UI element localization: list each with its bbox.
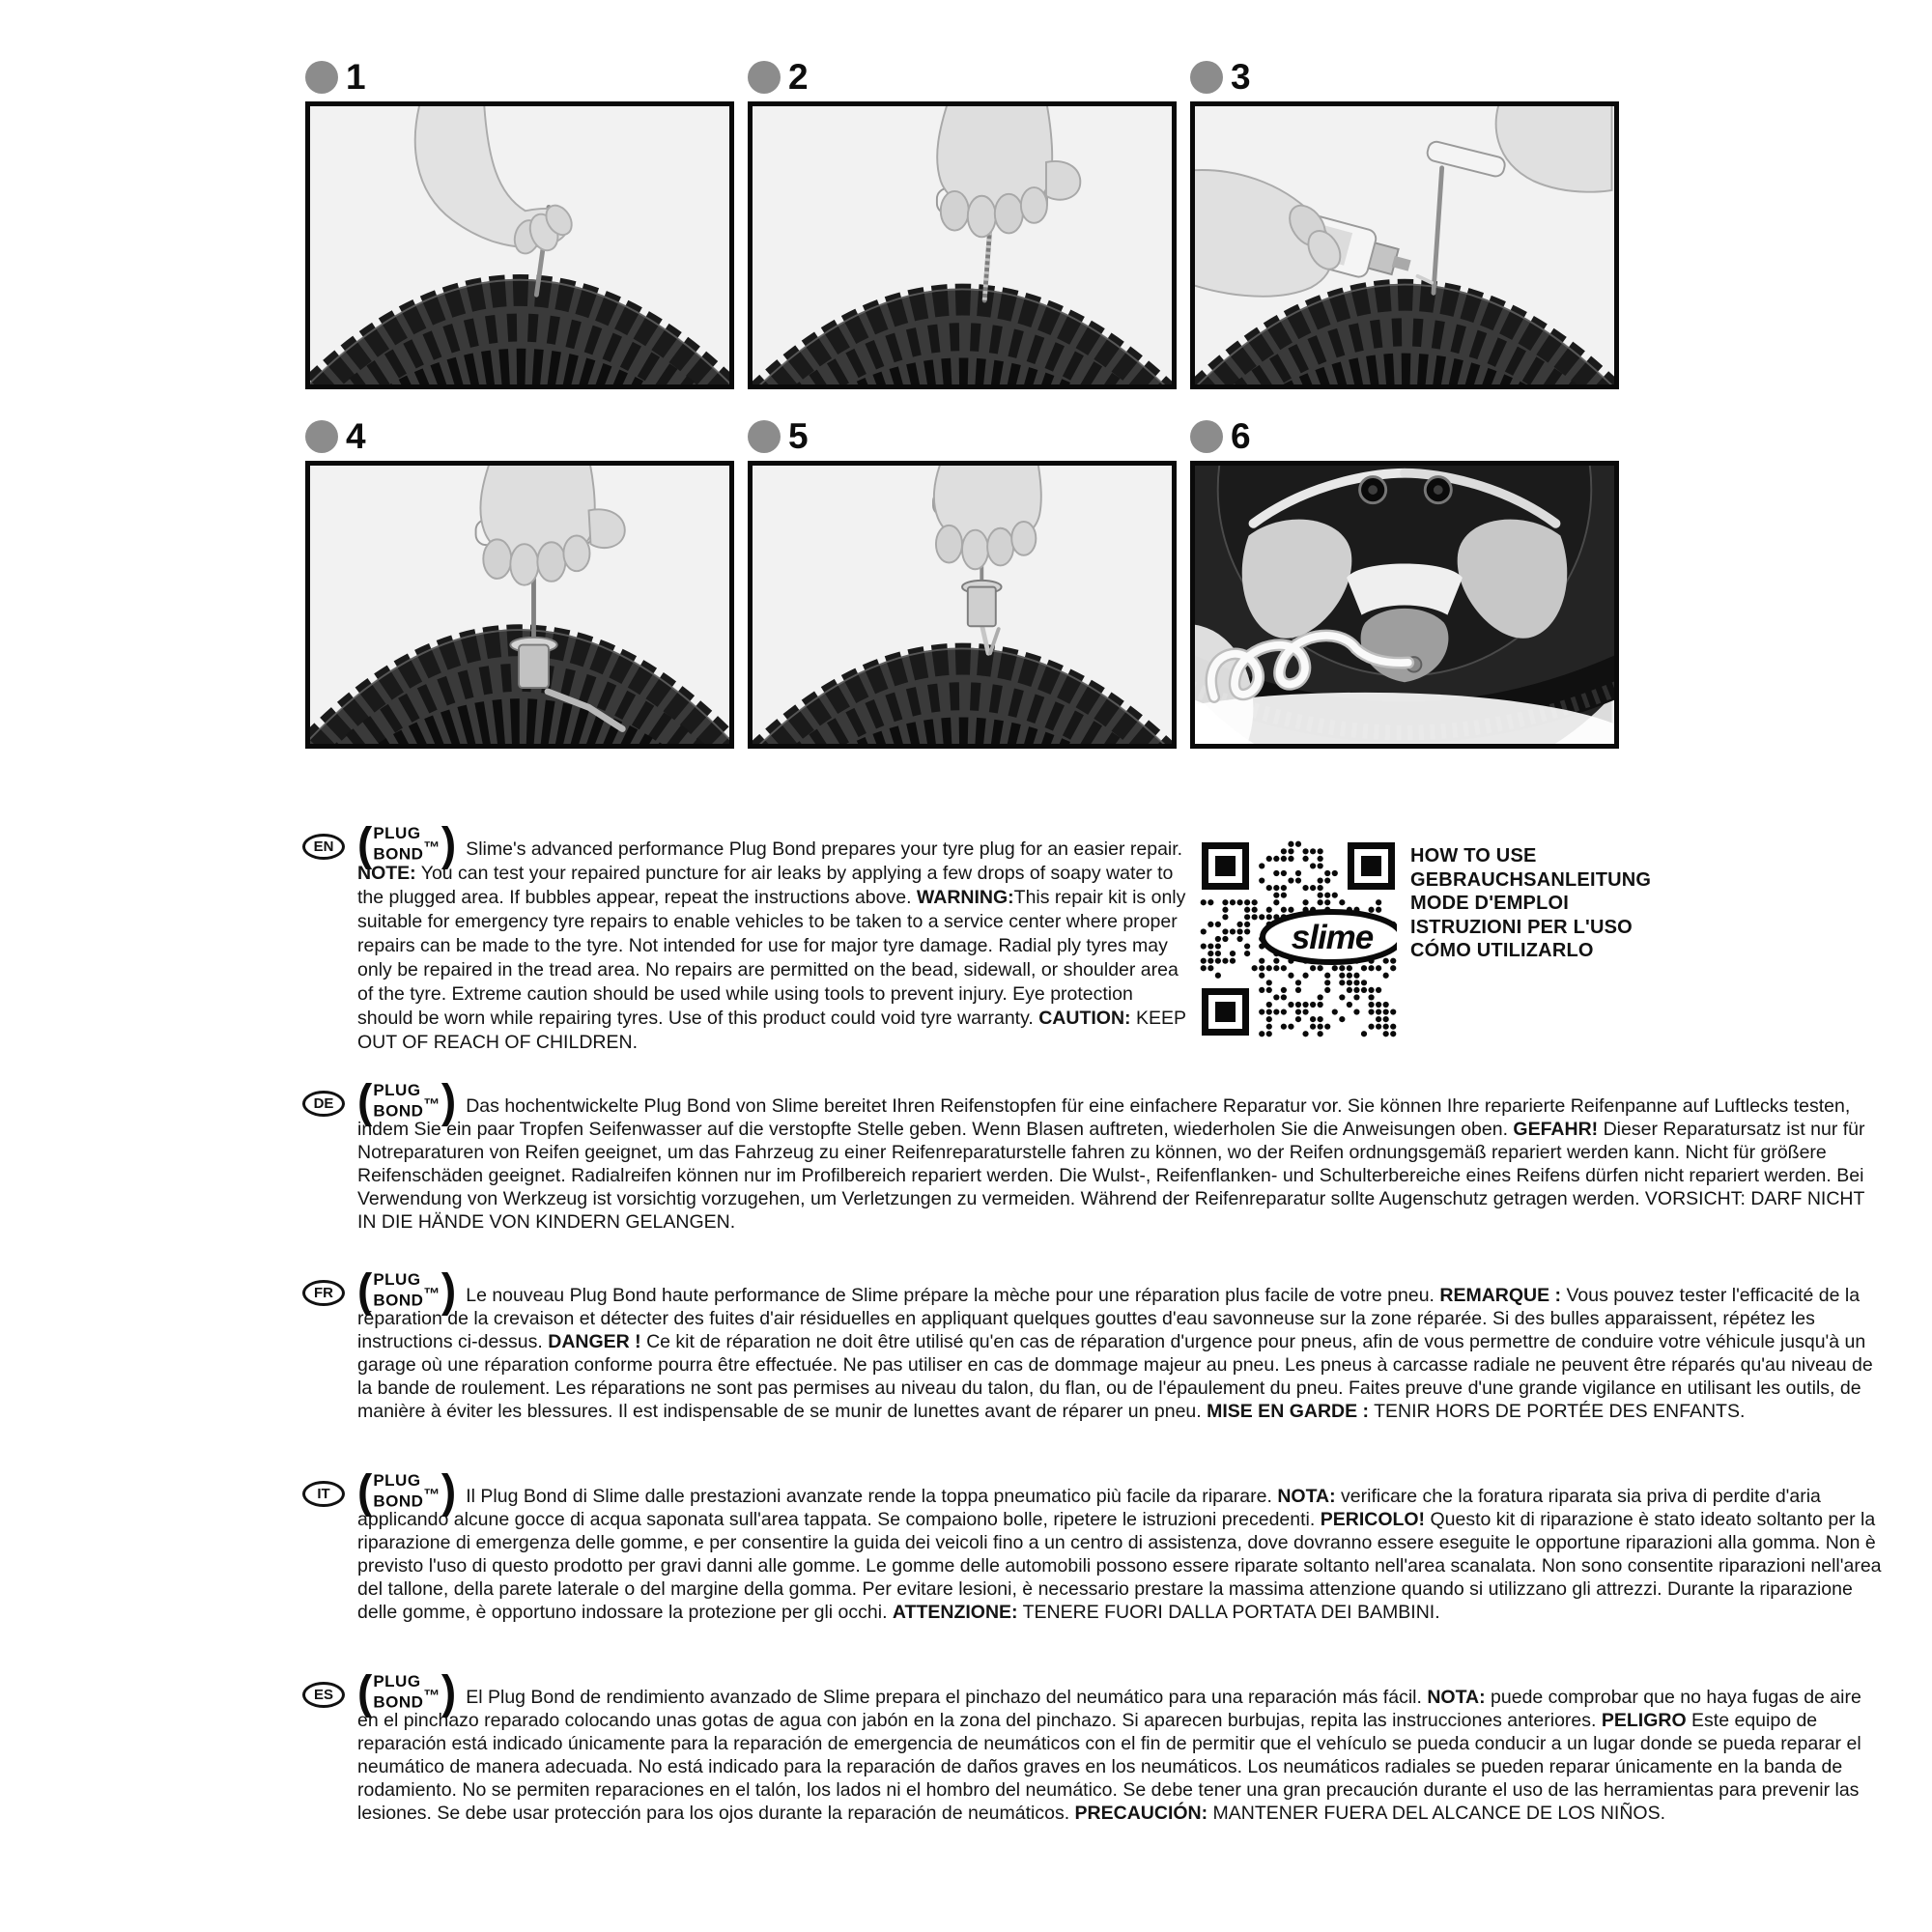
step-5-image (748, 461, 1177, 749)
step-number: 1 (346, 57, 366, 97)
logo-bond: BOND™ (373, 1686, 440, 1712)
step-6 (1190, 418, 1619, 749)
step-1 (305, 59, 734, 389)
logo-plug: PLUG (373, 823, 421, 842)
step-4 (305, 418, 734, 749)
how-to-use-line: MODE D'EMPLOI (1410, 893, 1570, 914)
lang-text-en: Slime's advanced performance Plug Bond prepares your tyre plug for an easier repair. NOTE: You can test your repaired puncture for air leaks by applying a few drops of soapy water to the plugged area. If bubbles appear, repeat the instructions above. WARNING:This repair kit is only suitable for emergency tyre repairs to enable vehicles to be taken to a service center where proper repairs can be made to the tyre. Not intended for use for major tyre damage. Radial ply tyres may only be repaired in the tread area. No repairs are permitted on the bead, sidewall, or shoulder area of the tyre. Extreme caution should be used while using tools to prevent injury. Eye protection should be worn while repairing tyres. Use of this product could void tyre warranty. CAUTION: KEEP OUT OF REACH OF CHILDREN. (357, 838, 1186, 1053)
slime-logo-text: slime (1291, 919, 1374, 956)
step-number-dot (748, 61, 781, 94)
step-number-dot (1190, 420, 1223, 453)
plug-bond-logo (357, 1263, 457, 1317)
plug-bond-logo (357, 1073, 457, 1127)
lang-block-es (313, 1664, 1886, 1825)
step-1-image (305, 101, 734, 389)
lang-badge-es: ES (302, 1682, 345, 1708)
step-6-illustration (1195, 466, 1614, 744)
logo-bond: BOND™ (373, 1284, 440, 1310)
step-number-dot (1190, 61, 1223, 94)
logo-bond: BOND™ (373, 838, 440, 864)
how-to-use-line: CÓMO UTILIZARLO (1410, 940, 1594, 961)
qr-code (1200, 840, 1397, 1037)
step-2 (748, 59, 1177, 389)
lang-text-es: El Plug Bond de rendimiento avanzado de Slime prepara el pinchazo del neumático para una reparación más fácil. NOTA: puede comprobar que no haya fugas de aire en el pinchazo reparado colocando unas gotas de agua con jabón en la zona del pinchazo. Si aparecen burbujas, repita las instrucciones anteriores. PELIGRO Este equipo de reparación está indicado únicamente para la reparación de emergencia de neumáticos con el fin de permitir que el vehículo se pueda conducir a un lugar donde se pueda reparar el neumático de manera adecuada. No está indicado para la reparación de daños graves en los neumáticos. Los neumáticos radiales se pueden reparar únicamente en la banda de rodamiento. No se permiten reparaciones en el talón, los lados ni el hombro del neumático. Se debe tener una gran precaución durante el uso de las herramientas para prevenir las lesiones. Se debe usar protección para los ojos durante la reparación de neumáticos. PRECAUCIÓN: MANTENER FUERA DEL ALCANCE DE LOS NIÑOS. (357, 1687, 1861, 1824)
how-to-use-block (1410, 844, 1651, 963)
logo-paren-left: ( (357, 1073, 373, 1127)
step-5-illustration (753, 466, 1172, 744)
logo-paren-left: ( (357, 816, 373, 870)
how-to-use-line: GEBRAUCHSANLEITUNG (1410, 868, 1652, 891)
logo-paren-right: ) (440, 816, 457, 870)
how-to-use-line: ISTRUZIONI PER L'USO (1410, 916, 1633, 938)
step-2-image (748, 101, 1177, 389)
step-3-badge (1190, 59, 1619, 96)
step-number-dot (305, 61, 338, 94)
step-5 (748, 418, 1177, 749)
step-6-image (1190, 461, 1619, 749)
lang-block-en (313, 816, 1190, 1055)
step-6-badge (1190, 418, 1619, 455)
step-3-illustration (1195, 106, 1614, 384)
logo-paren-right: ) (440, 1263, 457, 1317)
step-1-illustration (310, 106, 729, 384)
step-4-badge (305, 418, 734, 455)
step-number: 6 (1231, 416, 1251, 456)
step-number: 2 (788, 57, 809, 97)
lang-badge-en: EN (302, 834, 345, 860)
step-3 (1190, 59, 1619, 389)
logo-plug: PLUG (373, 1671, 421, 1690)
step-4-illustration (310, 466, 729, 744)
step-number-dot (305, 420, 338, 453)
step-2-badge (748, 59, 1177, 96)
logo-bond: BOND™ (373, 1485, 440, 1511)
step-2-illustration (753, 106, 1172, 384)
plug-bond-logo (357, 816, 457, 870)
step-number: 3 (1231, 57, 1251, 97)
step-5-badge (748, 418, 1177, 455)
slime-logo (1263, 912, 1397, 962)
step-4-image (305, 461, 734, 749)
qr-panel (1200, 840, 1886, 1043)
how-to-use-line: HOW TO USE (1410, 845, 1537, 867)
logo-paren-left: ( (357, 1463, 373, 1518)
step-1-badge (305, 59, 734, 96)
lang-block-fr (314, 1263, 1886, 1423)
lang-text-fr: Le nouveau Plug Bond haute performance de Slime prépare la mèche pour une réparation plus facile de votre pneu. REMARQUE : Vous pouvez tester l'efficacité de la réparation de la crevaison et détecter des fuites d'air résiduelles en appliquant quelques gouttes d'eau savonneuse sur la zone réparée. Si des bulles apparaissent, répétez les instructions ci-dessus. DANGER ! Ce kit de réparation ne doit être utilisé qu'en cas de réparation d'urgence pour pneus, afin de vous permettre de conduire votre véhicule jusqu'à un garage où une réparation conforme pourra être effectuée. Ne pas utiliser en cas de dommage majeur au pneu. Les pneus à carcasse radiale ne peuvent être réparés qu'au niveau de la bande de roulement. Les réparations ne sont pas permises au niveau du talon, du flan, ou de l'épaulement du pneu. Faites preuve d'une grande vigilance en utilisant les outils, de manière à éviter les blessures. Il est indispensable de se munir de lunettes avant de réparer un pneu. MISE EN GARDE : TENIR HORS DE PORTÉE DES ENFANTS. (357, 1285, 1873, 1422)
lang-badge-de: DE (302, 1091, 345, 1117)
lang-block-it (317, 1463, 1886, 1624)
logo-plug: PLUG (373, 1470, 421, 1490)
logo-plug: PLUG (373, 1269, 421, 1289)
lang-badge-fr: FR (302, 1280, 345, 1306)
plug-bond-logo (357, 1664, 457, 1719)
step-number: 4 (346, 416, 366, 456)
lang-block-de (313, 1073, 1886, 1234)
logo-bond: BOND™ (373, 1094, 440, 1121)
logo-paren-right: ) (440, 1664, 457, 1719)
step-3-image (1190, 101, 1619, 389)
logo-plug: PLUG (373, 1080, 421, 1099)
lang-text-it: Il Plug Bond di Slime dalle prestazioni avanzate rende la toppa pneumatico più facile da riparare. NOTA: verificare che la foratura riparata sia priva di perdite d'aria applicando alcune gocce di acqua saponata sull'area tappata. Se compaiono bolle, ripetere le istruzioni precedenti. PERICOLO! Questo kit di riparazione è stato ideato soltanto per la riparazione di emergenza delle gomme, e per consentire la guida dei veicoli fino a un centro di assistenza, dove dovranno essere eseguite le opportune riparazioni alla gomma. Non è previsto l'uso di questo prodotto per gravi danni alle gomme. Le gomme delle automobili possono essere riparate soltanto nell'area scanalata. Non sono consentite riparazioni nell'area del tallone, della parete laterale o del margine della gomma. Per evitare lesioni, è necessario prestare la massima attenzione quando si utilizzano gli attrezzi. Durante la riparazione delle gomme, è opportuno indossare la protezione per gli occhi. ATTENZIONE: TENERE FUORI DALLA PORTATA DEI BAMBINI. (357, 1486, 1882, 1623)
plug-bond-logo (357, 1463, 457, 1518)
step-number-dot (748, 420, 781, 453)
logo-paren-right: ) (440, 1463, 457, 1518)
logo-paren-left: ( (357, 1664, 373, 1719)
logo-paren-left: ( (357, 1263, 373, 1317)
logo-paren-right: ) (440, 1073, 457, 1127)
lang-badge-it: IT (302, 1481, 345, 1507)
lang-text-de: Das hochentwickelte Plug Bond von Slime bereitet Ihren Reifenstopfen für eine einfachere Reparatur vor. Sie können Ihre reparierte Reifenpanne auf Luftlecks testen, indem Sie ein paar Tropfen Seifenwasser auf die verstopfte Stelle geben. Wenn Blasen auftreten, wiederholen Sie die Anweisungen oben. GEFAHR! Dieser Reparatursatz ist nur für Notreparaturen von Reifen geeignet, um das Fahrzeug zu einer Reifenreparaturstelle fahren zu können, wo der Reifen ordnungsgemäß repariert werden kann. Nicht für größere Reifenschäden geeignet. Radialreifen können nur im Profilbereich repariert werden. Die Wulst-, Reifenflanken- und Schulterbereiche eines Reifens dürfen nicht repariert werden. Bei Verwendung von Werkzeug ist vorsichtig vorzugehen, um Verletzungen zu vermeiden. Während der Reifenreparatur sollte Augenschutz getragen werden. VORSICHT: DARF NICHT IN DIE HÄNDE VON KINDERN GELANGEN. (357, 1095, 1865, 1233)
step-number: 5 (788, 416, 809, 456)
